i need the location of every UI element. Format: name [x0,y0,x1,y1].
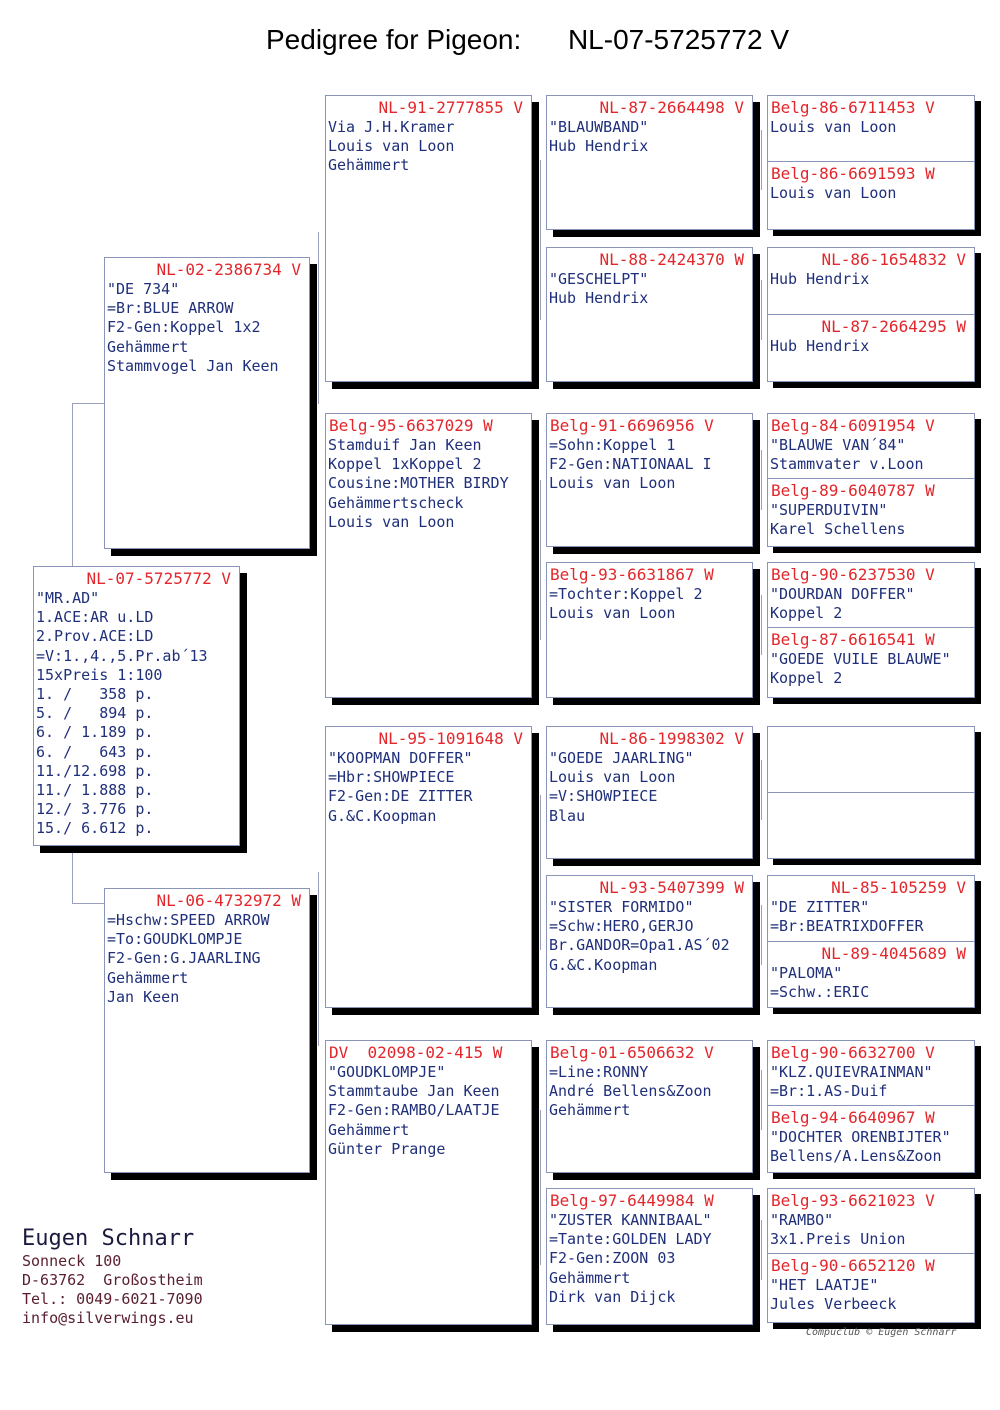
card-line: 15xPreis 1:100 [36,665,163,684]
ring-number: Belg-91-6696956 V [550,416,714,435]
card-line: Louis van Loon [549,768,676,787]
pedigree-card-pigeon [33,566,240,846]
connector [761,280,762,340]
card-line: Dirk van Dijck [549,1287,676,1306]
card-line: G.&C.Koopman [328,806,437,825]
card-line: Louis van Loon [328,512,455,531]
ring-number: Belg-90-6652120 W [771,1256,935,1275]
pedigree-card-mother [104,888,310,1173]
card-line: Louis van Loon [770,184,897,202]
pedigree-card-gen5-pair [767,875,975,1008]
pedigree-card-gen3 [325,413,532,698]
card-line: "SISTER FORMIDO" [549,898,694,916]
card-line: =V:SHOWPIECE [549,787,658,806]
card-line: Hub Hendrix [770,270,870,288]
connector [761,760,762,820]
card-line: "ZUSTER KANNIBAAL" [549,1211,712,1229]
ring-number: Belg-93-6621023 V [771,1191,935,1210]
connector [761,1220,762,1280]
card-line: 6. / 1.189 p. [36,723,154,742]
card-line: "HET LAATJE" [770,1276,879,1294]
breeder-name: Eugen Schnarr [22,1226,195,1251]
ring-number: Belg-94-6640967 W [771,1108,935,1127]
card-line: "GESCHELPT" [549,270,649,288]
breeder-city: D-63762 Großostheim [22,1271,203,1289]
ring-number: Belg-90-6237530 V [771,565,935,584]
pedigree-card-gen4 [546,413,753,547]
ring-number: NL-02-2386734 V [156,260,301,279]
card-line: "PALOMA" [770,964,843,982]
card-line: Louis van Loon [328,137,455,156]
card-line: Koppel 1xKoppel 2 [328,455,482,474]
card-line: "RAMBO" [770,1211,834,1229]
ring-number: NL-89-4045689 W [821,944,966,963]
pedigree-card-gen5-pair [767,1188,975,1323]
pedigree-card-gen4 [546,726,753,859]
connector [761,130,762,190]
card-line: Cousine:MOTHER BIRDY [328,474,509,493]
card-line: "DOCHTER ORENBIJTER" [770,1128,951,1146]
ring-number: NL-87-2664295 W [821,317,966,336]
breeder-email[interactable]: info@silverwings.eu [22,1309,194,1327]
pedigree-card-gen4 [546,562,753,698]
ring-number: Belg-01-6506632 V [550,1043,714,1062]
ring-number: Belg-93-6631867 W [550,565,714,584]
card-line: 1.ACE:AR u.LD [36,608,154,627]
connector [761,1070,762,1130]
pedigree-card-gen5-pair [767,562,975,698]
connector [72,903,104,904]
ring-number: NL-86-1654832 V [821,250,966,269]
ring-number: NL-87-2664498 V [599,98,744,117]
ring-number: NL-93-5407399 W [599,878,744,897]
card-line: "KLZ.QUIEVRAINMAN" [770,1063,933,1081]
breeder-street: Sonneck 100 [22,1252,122,1270]
pedigree-card-gen4 [546,875,753,1008]
pedigree-card-gen3 [325,1040,532,1325]
pedigree-card-gen4 [546,1040,753,1173]
card-line: =To:GOUDKLOMPJE [107,930,243,949]
pedigree-card-gen4 [546,247,753,382]
card-line: Gehämmert [107,968,189,987]
card-line: Koppel 2 [770,604,843,623]
ring-number: NL-85-105259 V [831,878,966,897]
card-line: Gehämmert [328,156,410,175]
pedigree-card-gen5-pair [767,413,975,547]
card-line: 1. / 358 p. [36,685,154,704]
card-line: Jan Keen [107,987,180,1006]
card-line: 2.Prov.ACE:LD [36,627,154,646]
card-line: Gehämmertscheck [328,493,464,512]
card-line: =Tochter:Koppel 2 [549,585,703,603]
card-line: Jules Verbeeck [770,1295,897,1314]
ring-number: NL-95-1091648 V [378,729,523,748]
connector [318,232,319,404]
ring-number [768,729,974,731]
card-line: Hub Hendrix [549,289,649,308]
card-line: Günter Prange [328,1139,446,1158]
ring-number: NL-91-2777855 V [378,98,523,117]
breeder-address [22,1226,203,1328]
card-line: Blau [549,806,586,825]
ring-number: NL-88-2424370 W [599,250,744,269]
card-line: 6. / 643 p. [36,742,154,761]
ring-number: Belg-86-6691593 W [771,164,935,183]
ring-number: NL-86-1998302 V [599,729,744,748]
card-line: Bellens/A.Lens&Zoon [770,1147,942,1166]
card-line: =Sohn:Koppel 1 [549,436,676,454]
card-line: 11./ 1.888 p. [36,781,154,800]
card-line: =Tante:GOLDEN LADY [549,1230,712,1249]
card-line: 3x1.Preis Union [770,1230,906,1249]
pedigree-card-father [104,257,310,549]
card-line: =Schw.:ERIC [770,983,870,1002]
card-line: Stammvogel Jan Keen [107,356,279,375]
card-line: =Br:BEATRIXDOFFER [770,917,924,936]
card-line: F2-Gen:ZOON 03 [549,1249,676,1268]
card-line: "MR.AD" [36,589,100,607]
ring-number: Belg-86-6711453 V [771,98,935,117]
connector [72,403,104,404]
ring-number: Belg-95-6637029 W [329,416,493,435]
card-line: =Br:BLUE ARROW [107,299,234,318]
connector [761,450,762,510]
card-line: "BLAUWBAND" [549,118,649,136]
card-line: =Schw:HERO,GERJO [549,917,694,936]
card-line: "GOEDE JAARLING" [549,749,694,767]
card-line: F2-Gen:RAMBO/LAATJE [328,1101,500,1120]
pedigree-card-gen5-pair [767,1040,975,1173]
card-line: Stammtaube Jan Keen [328,1082,500,1101]
ring-number: DV 02098-02-415 W [329,1043,503,1062]
breeder-phone: Tel.: 0049-6021-7090 [22,1290,203,1308]
card-line: F2-Gen:DE ZITTER [328,787,473,806]
card-line: 12./ 3.776 p. [36,800,154,819]
connector [761,595,762,655]
card-line: Gehämmert [549,1268,631,1287]
ring-number: Belg-97-6449984 W [550,1191,714,1210]
pedigree-card-gen3 [325,95,532,382]
card-line: F2-Gen:G.JAARLING [107,949,261,968]
ring-number: NL-07-5725772 V [86,569,231,588]
copyright-note: Compuclub © Eugen Schnarr [806,1327,957,1338]
card-line: Louis van Loon [770,118,897,136]
card-line: =V:1.,4.,5.Pr.ab´13 [36,646,208,665]
card-line: =Hbr:SHOWPIECE [328,768,455,787]
card-line: Hub Hendrix [549,137,649,156]
card-line: =Hschw:SPEED ARROW [107,911,270,929]
card-line: Via J.H.Kramer [328,118,455,136]
card-line: Stammvater v.Loon [770,455,924,474]
card-line: F2-Gen:Koppel 1x2 [107,318,261,337]
pedigree-card-gen5-pair [767,247,975,382]
card-line: G.&C.Koopman [549,955,658,974]
pedigree-card-gen5-pair-empty [767,726,975,859]
ring-number: Belg-87-6616541 W [771,630,935,649]
card-line: André Bellens&Zoon [549,1082,712,1101]
card-line: Louis van Loon [549,474,676,493]
card-line: Br.GANDOR=Opa1.AS´02 [549,936,730,955]
card-line: "DE ZITTER" [770,898,870,916]
card-line: 15./ 6.612 p. [36,819,154,838]
connector [540,795,541,950]
card-line: "SUPERDUIVIN" [770,501,888,519]
card-line: Gehämmert [549,1101,631,1120]
pedigree-card-gen4 [546,95,753,230]
card-line: F2-Gen:NATIONAAL I [549,455,712,474]
connector [761,905,762,965]
card-line: =Br:1.AS-Duif [770,1082,888,1101]
connector [540,160,541,320]
card-line: Hub Hendrix [770,337,870,355]
ring-number: Belg-90-6632700 V [771,1043,935,1062]
connector [318,872,319,1046]
card-line: "DE 734" [107,280,180,298]
connector [540,1110,541,1265]
card-line: Stamduif Jan Keen [328,436,482,454]
card-line: Louis van Loon [549,604,676,623]
page-title: Pedigree for Pigeon: NL-07-5725772 V [266,24,790,55]
card-line: "GOEDE VUILE BLAUWE" [770,650,951,668]
card-line: Koppel 2 [770,669,843,688]
card-line: "GOUDKLOMPJE" [328,1063,446,1081]
ring-number: Belg-89-6040787 W [771,481,935,500]
ring-number: NL-06-4732972 W [156,891,301,910]
pedigree-card-gen5-pair [767,95,975,230]
card-line: 11./12.698 p. [36,761,154,780]
card-line: Gehämmert [107,337,189,356]
pedigree-card-gen3 [325,726,532,1008]
card-line: 5. / 894 p. [36,704,154,723]
card-line: =Line:RONNY [549,1063,649,1081]
card-line: "BLAUWE VAN´84" [770,436,906,454]
card-line: Karel Schellens [770,520,906,539]
card-line: Gehämmert [328,1120,410,1139]
card-divider [768,792,974,793]
connector [540,480,541,640]
card-line: "DOURDAN DOFFER" [770,585,915,603]
card-line: "KOOPMAN DOFFER" [328,749,473,767]
pedigree-card-gen4 [546,1188,753,1325]
ring-number: Belg-84-6091954 V [771,416,935,435]
